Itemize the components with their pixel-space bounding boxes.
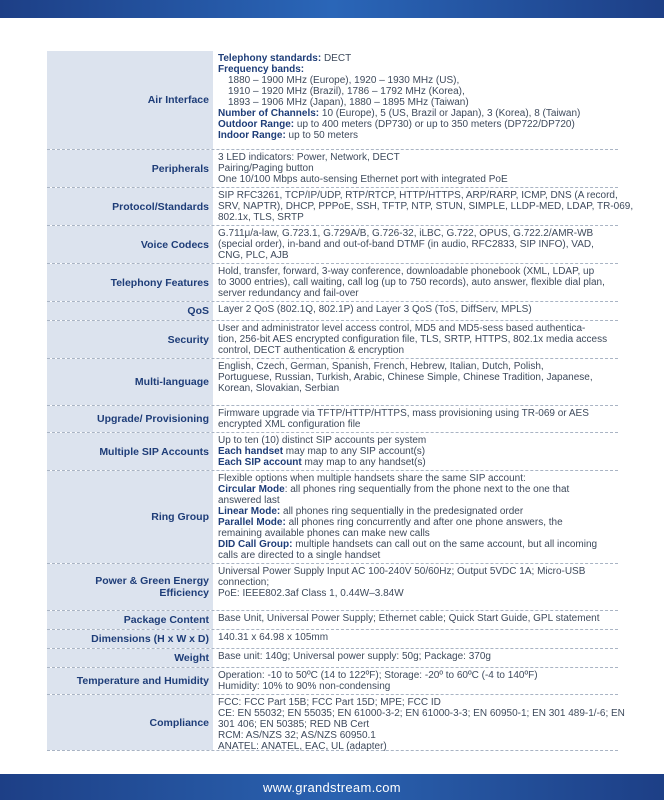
spec-line [218, 174, 614, 185]
spec-line [218, 419, 614, 430]
spec-value [214, 433, 618, 470]
spec-line-text: 301 406; EN 50385; RED NB Cert [218, 719, 370, 730]
spec-label: Weight [47, 649, 214, 667]
spec-line-text: 1893 – 1906 MHz (Japan), 1880 – 1895 MHz (Taiwan) [228, 97, 469, 108]
spec-line [218, 446, 614, 457]
spec-value [214, 668, 618, 694]
spec-label: Package Content [47, 611, 214, 629]
spec-table [47, 51, 634, 752]
spec-line-text: Firmware upgrade via TFTP/HTTP/HTTPS, mass provisioning using TR-069 or AES [218, 408, 589, 419]
spec-value [214, 150, 618, 187]
spec-line-text: ANATEL: ANATEL, EAC, UL (adapter) [218, 741, 387, 752]
spec-line [218, 566, 614, 577]
spec-line-bold: Each handset [218, 446, 284, 457]
spec-value [214, 695, 629, 750]
spec-line-text: FCC: FCC Part 15B; FCC Part 15D; MPE; FCC ID [218, 697, 441, 708]
spec-line-bold: Circular Mode [218, 484, 285, 495]
spec-line [218, 383, 614, 394]
spec-line [218, 212, 633, 223]
spec-line-text: up to 50 meters [285, 130, 359, 141]
spec-line-bold: DID Call Group: [218, 539, 293, 550]
spec-line [218, 108, 614, 119]
spec-line-text: Hold, transfer, forward, 3-way conference, downloadable phonebook (XML, LDAP, up [218, 266, 595, 277]
spec-line [218, 708, 625, 719]
spec-line [218, 577, 614, 588]
spec-line [218, 408, 614, 419]
spec-label: QoS [47, 302, 214, 320]
spec-line-text: 3 LED indicators: Power, Network, DECT [218, 152, 400, 163]
spec-row [47, 150, 618, 188]
spec-line-bold: Telephony standards: [218, 53, 322, 64]
spec-row [47, 649, 618, 668]
spec-line-text: RCM: AS/NZS 32; AS/NZS 60950.1 [218, 730, 376, 741]
spec-value [214, 471, 618, 563]
spec-line-text: Korean, Slovakian, Serbian [218, 383, 340, 394]
spec-line-bold: Parallel Mode: [218, 517, 286, 528]
spec-line-text: (special order), in-band and out-of-band DTMF (in audio, RFC2833, SIP INFO), VAD, [218, 239, 594, 250]
spec-value [214, 359, 618, 405]
spec-line-text: DECT [321, 53, 352, 64]
spec-line-text: remaining available phones can make new calls [218, 528, 430, 539]
spec-label: Peripherals [47, 150, 214, 187]
spec-label: Dimensions (H x W x D) [47, 630, 214, 648]
footer-url[interactable]: www.grandstream.com [263, 779, 401, 795]
spec-row [47, 359, 618, 406]
spec-line [218, 288, 614, 299]
spec-line [218, 719, 625, 730]
spec-line-text: encrypted XML configuration file [218, 419, 361, 430]
spec-value [214, 188, 637, 225]
spec-line [218, 681, 614, 692]
spec-line [218, 506, 614, 517]
spec-value [214, 630, 618, 648]
spec-label: Compliance [47, 695, 214, 750]
spec-line [218, 239, 614, 250]
spec-line [218, 152, 614, 163]
spec-line [218, 228, 614, 239]
spec-line [218, 697, 625, 708]
spec-line-text: Flexible options when multiple handsets share the same SIP account: [218, 473, 526, 484]
spec-line-text: all phones ring sequentially in the predesignated order [280, 506, 524, 517]
spec-line-text: to 3000 entries), call waiting, call log (up to 750 records), auto answer, flexible dial plan, [218, 277, 605, 288]
footer-banner [0, 774, 664, 800]
spec-line-text: User and administrator level access control, MD5 and MD5-sess based authentica- [218, 323, 586, 334]
spec-line-text: PoE: IEEE802.3af Class 1, 0.44W–3.84W [218, 588, 404, 599]
spec-line [218, 741, 625, 752]
spec-line-text: 802.1x, TLS, SRTP [218, 212, 304, 223]
spec-line-text: SIP RFC3261, TCP/IP/UDP, RTP/RTCP, HTTP/HTTPS, ARP/RARP, ICMP, DNS (A record, [218, 190, 618, 201]
spec-label: Security [47, 321, 214, 358]
spec-line [218, 201, 633, 212]
spec-row [47, 471, 618, 564]
spec-row [47, 264, 618, 302]
spec-line-text: One 10/100 Mbps auto-sensing Ethernet port with integrated PoE [218, 174, 508, 185]
spec-line-text: Base unit: 140g; Universal power supply: 50g; Package: 370g [218, 651, 491, 662]
spec-value [214, 611, 618, 629]
spec-line-bold: Indoor Range: [218, 130, 286, 141]
spec-line [218, 435, 614, 446]
spec-line-text: 1910 – 1920 MHz (Brazil), 1786 – 1792 MHz (Korea), [228, 86, 465, 97]
spec-row [47, 668, 618, 695]
spec-row [47, 564, 618, 611]
spec-line-text: CNG, PLC, AJB [218, 250, 289, 261]
spec-line-text: Up to ten (10) distinct SIP accounts per system [218, 435, 427, 446]
spec-value [214, 226, 618, 263]
spec-line [218, 588, 614, 599]
spec-line-text: Operation: -10 to 50ºC (14 to 122ºF); Storage: -20º to 60ºC (-4 to 140ºF) [218, 670, 538, 681]
spec-label: Air Interface [47, 51, 214, 149]
spec-value [214, 406, 618, 432]
spec-line [218, 670, 614, 681]
spec-row [47, 226, 618, 264]
spec-label: Power & Green Energy Efficiency [47, 564, 214, 610]
spec-value [214, 302, 618, 320]
spec-line [218, 75, 614, 86]
spec-line-text: Universal Power Supply Input AC 100-240V 50/60Hz; Output 5VDC 1A; Micro-USB [218, 566, 586, 577]
spec-line [218, 86, 614, 97]
spec-line [218, 266, 614, 277]
spec-line-text: connection; [218, 577, 270, 588]
spec-line [218, 495, 614, 506]
spec-line-bold: Linear Mode: [218, 506, 281, 517]
spec-line [218, 345, 614, 356]
spec-label: Protocol/Standards [47, 188, 214, 225]
top-banner [0, 0, 664, 18]
spec-row [47, 695, 625, 752]
spec-row [47, 406, 618, 433]
spec-line [218, 539, 614, 550]
spec-line [218, 528, 614, 539]
spec-line-text: 140.31 x 64.98 x 105mm [218, 632, 329, 643]
spec-line-text: Layer 2 QoS (802.1Q, 802.1P) and Layer 3 QoS (ToS, DiffServ, MPLS) [218, 304, 532, 315]
spec-label: Voice Codecs [47, 226, 214, 263]
spec-line-text: G.711μ/a-law, G.723.1, G.729A/B, G.726-32, iLBC, G.722, OPUS, G.722.2/AMR-WB [218, 228, 594, 239]
spec-line-text: tion, 256-bit AES encrypted configuration file, TLS, SRTP, HTTPS, 802.1x media access [218, 334, 608, 345]
spec-label: Upgrade/ Provisioning [47, 406, 214, 432]
spec-line [218, 97, 614, 108]
spec-line-text: answered last [218, 495, 280, 506]
spec-line-text: 10 (Europe), 5 (US, Brazil or Japan), 3 (Korea), 8 (Taiwan) [319, 108, 581, 119]
spec-line [218, 323, 614, 334]
spec-label: Multiple SIP Accounts [47, 433, 214, 470]
spec-line-text: up to 400 meters (DP730) or up to 350 meters (DP722/DP720) [294, 119, 575, 130]
spec-line-text: calls are directed to a single handset [218, 550, 381, 561]
spec-line-text: Portuguese, Russian, Turkish, Arabic, Chinese Simple, Chinese Tradition, Japanese, [218, 372, 593, 383]
spec-line [218, 53, 614, 64]
spec-line-bold: Frequency bands: [218, 64, 305, 75]
spec-line [218, 473, 614, 484]
spec-row [47, 611, 618, 630]
spec-line-bold: Number of Channels: [218, 108, 320, 119]
spec-line [218, 130, 614, 141]
spec-line [218, 250, 614, 261]
spec-line [218, 457, 614, 468]
spec-line [218, 163, 614, 174]
spec-label: Telephony Features [47, 264, 214, 301]
spec-row [47, 188, 634, 226]
spec-line-text: Pairing/Paging button [218, 163, 314, 174]
spec-line [218, 730, 625, 741]
spec-line [218, 372, 614, 383]
spec-line-text: may map to any handset(s) [301, 457, 426, 468]
spec-line-bold: Outdoor Range: [218, 119, 295, 130]
spec-row [47, 433, 618, 471]
spec-line-text: Humidity: 10% to 90% non-condensing [218, 681, 391, 692]
spec-line [218, 550, 614, 561]
spec-value [214, 321, 618, 358]
spec-line-text: Base Unit, Universal Power Supply; Ethernet cable; Quick Start Guide, GPL statement [218, 613, 600, 624]
spec-line-text: control, DECT authentication & encryption [218, 345, 405, 356]
spec-line [218, 632, 614, 643]
spec-line-text: : all phones ring sequentially from the phone next to the one that [284, 484, 570, 495]
spec-row [47, 302, 618, 321]
spec-line-text: server redundancy and fail-over [218, 288, 359, 299]
spec-value [214, 51, 618, 149]
spec-line-text: English, Czech, German, Spanish, French, Hebrew, Italian, Dutch, Polish, [218, 361, 544, 372]
spec-value [214, 564, 618, 610]
spec-line [218, 277, 614, 288]
spec-line [218, 304, 614, 315]
spec-line-text: may map to any SIP account(s) [283, 446, 426, 457]
spec-row [47, 630, 618, 649]
spec-value [214, 649, 618, 667]
spec-line-bold: Each SIP account [218, 457, 302, 468]
spec-line-text: multiple handsets can call out on the same account, but all incoming [292, 539, 598, 550]
spec-line-text: CE: EN 55032; EN 55035; EN 61000-3-2; EN 61000-3-3; EN 60950-1; EN 301 489-1/-6; EN [218, 708, 625, 719]
spec-line-text: all phones ring concurrently and after one phone answers, the [285, 517, 563, 528]
spec-line-text: 1880 – 1900 MHz (Europe), 1920 – 1930 MHz (US), [228, 75, 460, 86]
spec-line [218, 613, 614, 624]
spec-row [47, 51, 618, 150]
spec-value [214, 264, 618, 301]
spec-line [218, 334, 614, 345]
spec-line [218, 64, 614, 75]
spec-row [47, 321, 618, 359]
spec-label: Temperature and Humidity [47, 668, 214, 694]
spec-label: Ring Group [47, 471, 214, 563]
spec-line [218, 361, 614, 372]
spec-line [218, 517, 614, 528]
spec-line [218, 651, 614, 662]
spec-line [218, 190, 633, 201]
spec-label: Multi-language [47, 359, 214, 405]
spec-line-text: SRV, NAPTR), DHCP, PPPoE, SSH, TFTP, NTP, STUN, SIMPLE, LLDP-MED, LDAP, TR-069, [218, 201, 634, 212]
spec-line [218, 484, 614, 495]
spec-line [218, 119, 614, 130]
